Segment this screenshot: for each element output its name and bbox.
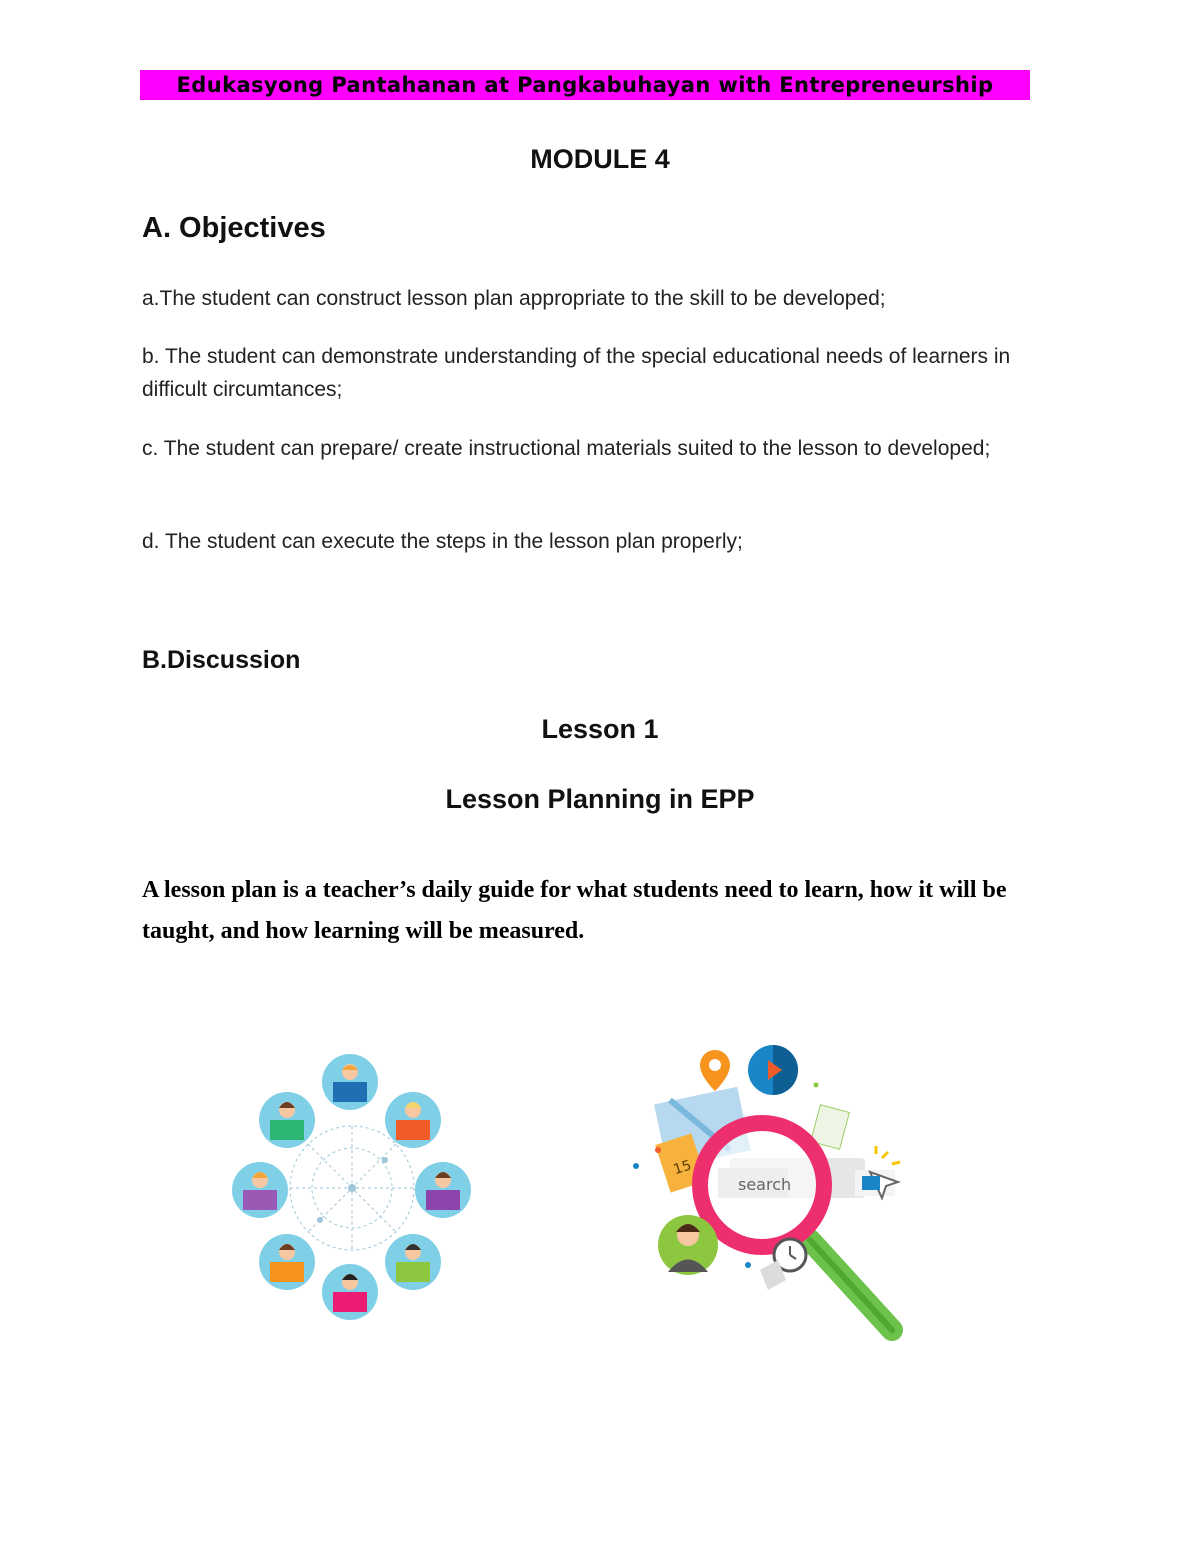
svg-text:15: 15 (671, 1157, 694, 1179)
objective-item-b: b. The student can demonstrate understanding of the special educational needs of learners in difficult circumtances; (142, 345, 1011, 401)
user-avatar-icon (658, 1215, 718, 1275)
lesson-plan-definition: A lesson plan is a teacher’s daily guide for what students need to learn, how it will be taught, and how learning will be measured. (142, 877, 1007, 944)
search-magnifier-illustration (630, 1040, 920, 1345)
objective-item-c: c. The student can prepare/ create instructional materials suited to the lesson to developed; (142, 437, 991, 460)
objectives-heading: A. Objectives (142, 212, 326, 244)
play-icon (748, 1045, 798, 1095)
lesson-number: Lesson 1 (541, 714, 659, 744)
student-avatar-icon (232, 1162, 288, 1218)
student-avatar-icon (259, 1092, 315, 1148)
students-network-illustration (225, 1050, 480, 1330)
search-label: search (738, 1175, 792, 1194)
student-avatar-icon (415, 1162, 471, 1218)
magnifier-icon (700, 1123, 892, 1330)
student-avatar-icon (259, 1234, 315, 1290)
student-avatar-icon (322, 1054, 378, 1110)
objective-item-a: a.The student can construct lesson plan appropriate to the skill to be developed; (142, 287, 886, 310)
location-pin-icon (700, 1050, 730, 1091)
student-avatar-icon (385, 1234, 441, 1290)
subject-header: Edukasyong Pantahanan at Pangkabuhayan with Entrepreneurship (140, 70, 1030, 100)
lesson-title: Lesson Planning in EPP (445, 784, 755, 814)
objective-item-d: d. The student can execute the steps in the lesson plan properly; (142, 530, 743, 553)
module-title: MODULE 4 (530, 144, 670, 174)
student-avatar-icon (385, 1092, 441, 1148)
student-avatar-icon (322, 1264, 378, 1320)
discussion-heading: B.Discussion (142, 646, 301, 674)
